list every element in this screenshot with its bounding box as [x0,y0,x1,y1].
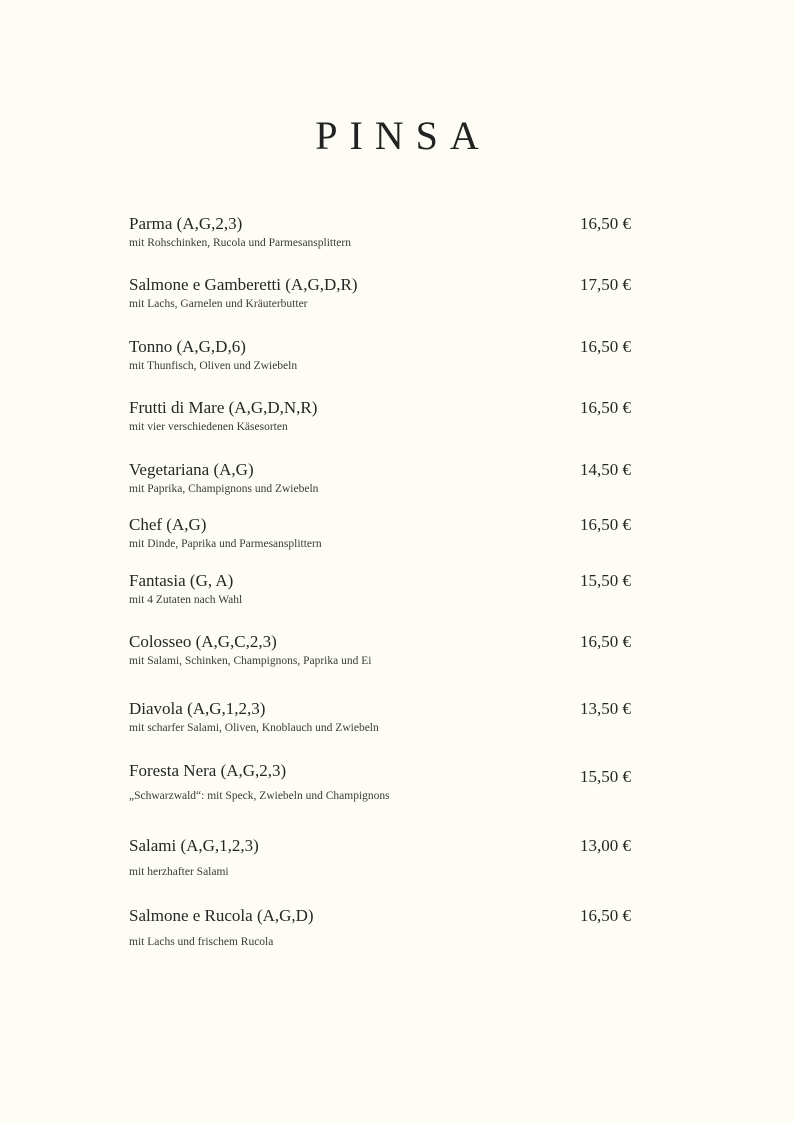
menu-item-price: 17,50 € [580,275,631,294]
menu-item-description: mit Paprika, Champignons und Zwiebeln [129,483,319,495]
menu-item-description: mit herzhafter Salami [129,866,229,878]
menu-item-description: mit Thunfisch, Oliven und Zwiebeln [129,360,298,372]
menu-item-name: Frutti di Mare (A,G,D,N,R) [129,398,318,417]
menu-item-description: mit Lachs und frischem Rucola [129,936,274,948]
menu-item-name: Colosseo (A,G,C,2,3) [129,632,277,651]
menu-item-description: mit scharfer Salami, Oliven, Knoblauch und Zwiebeln [129,722,379,734]
menu-item-price: 15,50 € [580,571,631,590]
menu-item-description: mit Dinde, Paprika und Parmesansplittern [129,538,322,550]
menu-item-name: Foresta Nera (A,G,2,3) [129,761,287,780]
menu-item-price: 13,50 € [580,699,631,718]
menu-item-price: 16,50 € [580,398,631,417]
menu-item-name: Vegetariana (A,G) [129,460,254,479]
menu-item-description: mit Rohschinken, Rucola und Parmesansplittern [129,237,351,249]
menu-item-name: Salmone e Gamberetti (A,G,D,R) [129,275,358,294]
menu-item-description: „Schwarzwald“: mit Speck, Zwiebeln und Champignons [129,790,390,802]
menu-item-price: 16,50 € [580,214,631,233]
menu-item-name: Chef (A,G) [129,515,207,534]
menu-item-price: 14,50 € [580,460,631,479]
menu-item-price: 16,50 € [580,906,631,925]
menu-item-name: Fantasia (G, A) [129,571,234,590]
page-title: PINSA [315,113,491,158]
menu-item-name: Diavola (A,G,1,2,3) [129,699,266,718]
menu-item-name: Parma (A,G,2,3) [129,214,243,233]
menu-item-description: mit Lachs, Garnelen und Kräuterbutter [129,298,308,310]
menu-item-name: Tonno (A,G,D,6) [129,337,246,356]
menu-item-name: Salmone e Rucola (A,G,D) [129,906,314,925]
menu-item-price: 16,50 € [580,337,631,356]
menu-item-name: Salami (A,G,1,2,3) [129,836,259,855]
menu-item-price: 13,00 € [580,836,631,855]
menu-item-description: mit Salami, Schinken, Champignons, Paprika und Ei [129,655,372,667]
menu-item-price: 16,50 € [580,632,631,651]
menu-item-price: 16,50 € [580,515,631,534]
menu-item-description: mit vier verschiedenen Käsesorten [129,421,288,433]
menu-item-price: 15,50 € [580,767,631,786]
menu-item-description: mit 4 Zutaten nach Wahl [129,594,243,606]
